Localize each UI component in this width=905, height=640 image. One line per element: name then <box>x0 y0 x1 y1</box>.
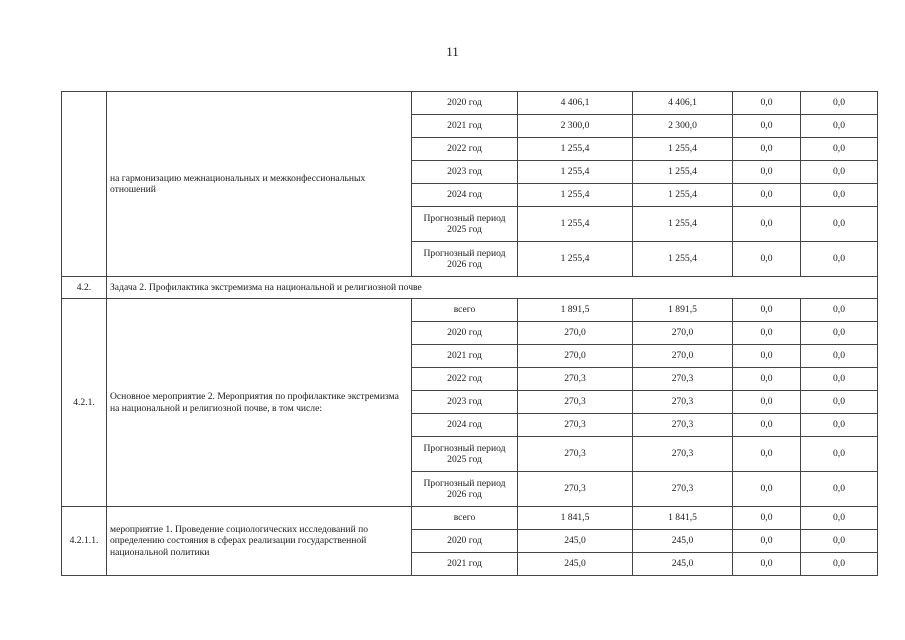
value-col3: 0,0 <box>733 207 801 242</box>
value-col4: 0,0 <box>801 115 878 138</box>
value-total: 270,0 <box>518 322 633 345</box>
value-col4: 0,0 <box>801 322 878 345</box>
period-label: 2020 год <box>412 530 518 553</box>
value-col3: 0,0 <box>733 472 801 507</box>
row-code <box>62 92 107 277</box>
value-total: 1 255,4 <box>518 184 633 207</box>
row-description: мероприятие 1. Проведение социологических исследований по определению состояния в сферах реализации государственной национальной политики <box>107 507 412 576</box>
table-row <box>62 92 878 115</box>
value-col2: 270,3 <box>633 472 733 507</box>
value-col4: 0,0 <box>801 391 878 414</box>
page-number: 11 <box>446 44 459 59</box>
period-label: Прогнозный период 2026 год <box>412 242 518 277</box>
value-total: 1 255,4 <box>518 207 633 242</box>
value-col3: 0,0 <box>733 242 801 277</box>
value-col4: 0,0 <box>801 161 878 184</box>
period-label: всего <box>412 299 518 322</box>
period-label: Прогнозный период 2025 год <box>412 207 518 242</box>
value-total: 245,0 <box>518 530 633 553</box>
value-total: 1 841,5 <box>518 507 633 530</box>
period-label: 2024 год <box>412 184 518 207</box>
value-col3: 0,0 <box>733 345 801 368</box>
value-col2: 1 255,4 <box>633 138 733 161</box>
value-col2: 270,3 <box>633 391 733 414</box>
period-label: 2021 год <box>412 115 518 138</box>
row-description: на гармонизацию межнациональных и межконфессиональных отношений <box>107 92 412 277</box>
budget-table <box>61 91 878 576</box>
value-col4: 0,0 <box>801 530 878 553</box>
task-row <box>62 277 878 299</box>
value-col4: 0,0 <box>801 92 878 115</box>
value-total: 270,3 <box>518 437 633 472</box>
value-col3: 0,0 <box>733 414 801 437</box>
value-total: 245,0 <box>518 553 633 576</box>
value-col2: 4 406,1 <box>633 92 733 115</box>
value-col4: 0,0 <box>801 507 878 530</box>
value-col3: 0,0 <box>733 161 801 184</box>
value-total: 270,3 <box>518 391 633 414</box>
value-col4: 0,0 <box>801 437 878 472</box>
period-label: Прогнозный период 2026 год <box>412 472 518 507</box>
value-col2: 270,3 <box>633 437 733 472</box>
value-col3: 0,0 <box>733 391 801 414</box>
value-col3: 0,0 <box>733 92 801 115</box>
value-col3: 0,0 <box>733 299 801 322</box>
value-col3: 0,0 <box>733 138 801 161</box>
value-col4: 0,0 <box>801 414 878 437</box>
value-col2: 1 255,4 <box>633 207 733 242</box>
value-total: 2 300,0 <box>518 115 633 138</box>
value-col2: 270,0 <box>633 345 733 368</box>
period-label: Прогнозный период 2025 год <box>412 437 518 472</box>
value-col4: 0,0 <box>801 242 878 277</box>
value-col4: 0,0 <box>801 472 878 507</box>
row-description: Основное мероприятие 2. Мероприятия по профилактике экстремизма на национальной и религиозной почве, в том числе: <box>107 299 412 507</box>
table-row <box>62 299 878 322</box>
period-label: всего <box>412 507 518 530</box>
value-total: 270,3 <box>518 414 633 437</box>
value-col2: 2 300,0 <box>633 115 733 138</box>
table-row <box>62 507 878 530</box>
value-col4: 0,0 <box>801 299 878 322</box>
value-col4: 0,0 <box>801 184 878 207</box>
value-total: 1 255,4 <box>518 138 633 161</box>
task-title: Задача 2. Профилактика экстремизма на национальной и религиозной почве <box>107 277 878 299</box>
value-col2: 1 255,4 <box>633 242 733 277</box>
value-total: 270,3 <box>518 368 633 391</box>
value-col2: 1 891,5 <box>633 299 733 322</box>
value-total: 1 891,5 <box>518 299 633 322</box>
period-label: 2021 год <box>412 553 518 576</box>
value-col4: 0,0 <box>801 368 878 391</box>
period-label: 2022 год <box>412 368 518 391</box>
value-col2: 1 841,5 <box>633 507 733 530</box>
value-col3: 0,0 <box>733 368 801 391</box>
period-label: 2020 год <box>412 322 518 345</box>
period-label: 2024 год <box>412 414 518 437</box>
value-col3: 0,0 <box>733 530 801 553</box>
value-col2: 1 255,4 <box>633 161 733 184</box>
value-col2: 1 255,4 <box>633 184 733 207</box>
row-code: 4.2. <box>62 277 107 299</box>
value-col3: 0,0 <box>733 437 801 472</box>
value-col4: 0,0 <box>801 138 878 161</box>
value-total: 1 255,4 <box>518 161 633 184</box>
value-col4: 0,0 <box>801 207 878 242</box>
value-col3: 0,0 <box>733 184 801 207</box>
period-label: 2023 год <box>412 161 518 184</box>
value-total: 270,0 <box>518 345 633 368</box>
value-col2: 270,3 <box>633 368 733 391</box>
value-col2: 270,3 <box>633 414 733 437</box>
value-col3: 0,0 <box>733 322 801 345</box>
value-col4: 0,0 <box>801 345 878 368</box>
period-label: 2023 год <box>412 391 518 414</box>
value-col2: 270,0 <box>633 322 733 345</box>
period-label: 2020 год <box>412 92 518 115</box>
value-col3: 0,0 <box>733 553 801 576</box>
period-label: 2022 год <box>412 138 518 161</box>
row-code: 4.2.1. <box>62 299 107 507</box>
row-code: 4.2.1.1. <box>62 507 107 576</box>
value-col2: 245,0 <box>633 530 733 553</box>
value-col2: 245,0 <box>633 553 733 576</box>
value-total: 1 255,4 <box>518 242 633 277</box>
value-col3: 0,0 <box>733 115 801 138</box>
value-col4: 0,0 <box>801 553 878 576</box>
value-total: 4 406,1 <box>518 92 633 115</box>
value-total: 270,3 <box>518 472 633 507</box>
value-col3: 0,0 <box>733 507 801 530</box>
period-label: 2021 год <box>412 345 518 368</box>
